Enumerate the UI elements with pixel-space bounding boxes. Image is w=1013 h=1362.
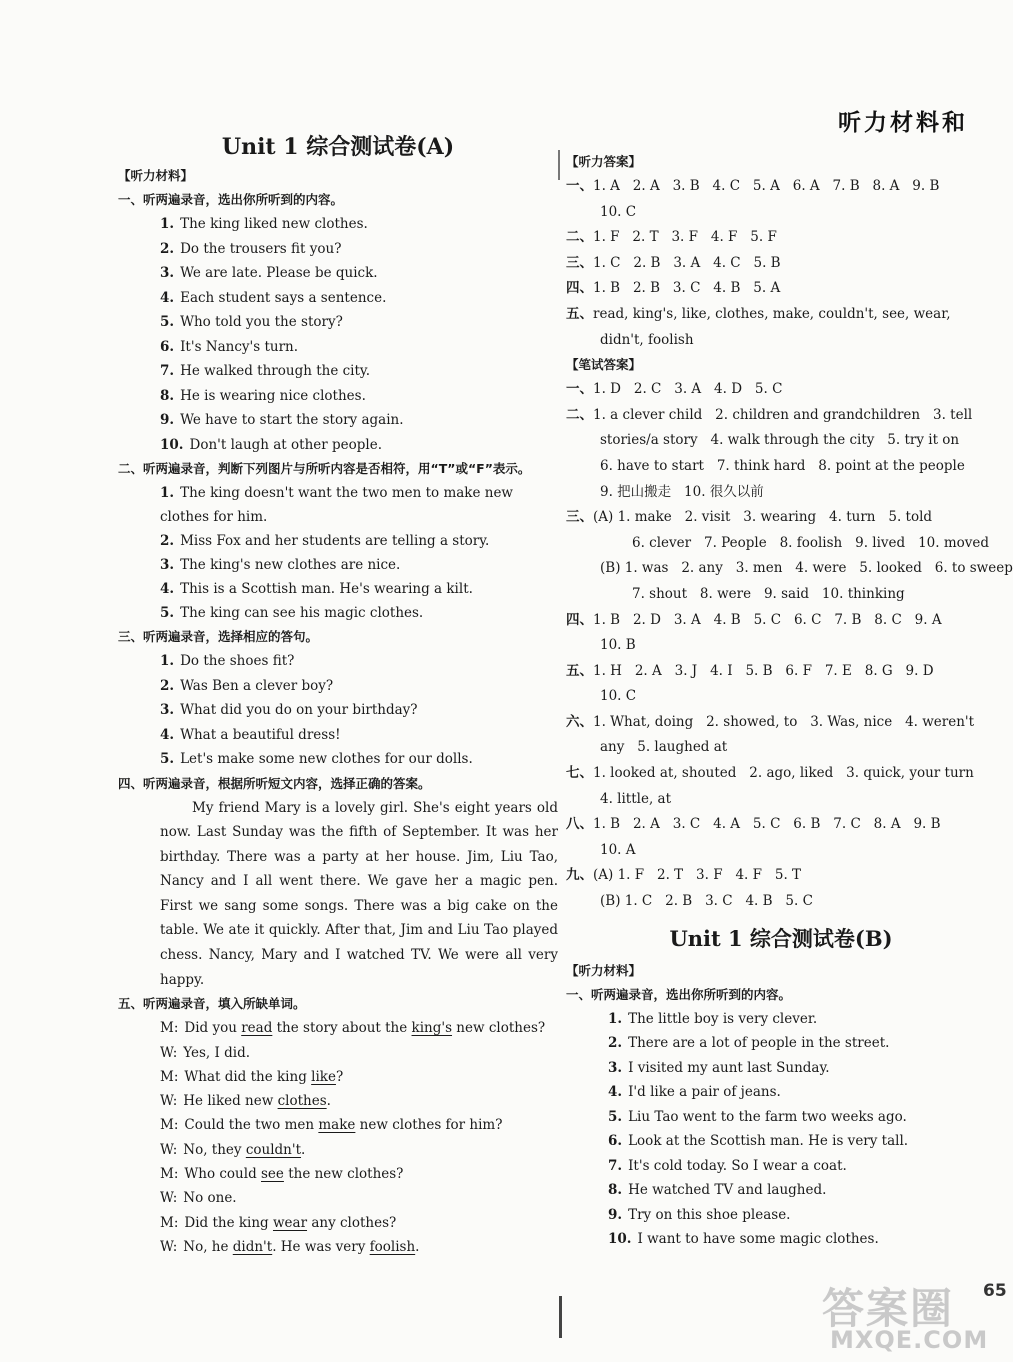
dialogue-text: . [326, 1093, 331, 1110]
answer-row [566, 505, 996, 531]
item-number: 5. [608, 1108, 623, 1125]
watermark-url: MXQE.COM [830, 1326, 989, 1354]
unit-a-q5-heading: 五、听两遍录音，填入所缺单词。 [118, 996, 306, 1012]
list-item [118, 481, 558, 529]
item-text: Was Ben a clever boy? [180, 677, 334, 694]
answer-row [566, 710, 996, 736]
answer-row [566, 582, 996, 608]
list-item [118, 723, 558, 748]
answer-text: (A) 1. F 2. T 3. F 4. F 5. T [593, 867, 802, 884]
list-item [566, 1154, 996, 1179]
item-number: 4. [160, 289, 175, 306]
list-item [118, 237, 558, 262]
answer-label: 七、 [566, 765, 593, 782]
answer-text: 1. D 2. C 3. A 4. D 5. C [593, 381, 783, 398]
item-text: The king can see his magic clothes. [180, 605, 424, 621]
list-item [566, 1007, 996, 1032]
item-text: He is wearing nice clothes. [180, 387, 366, 404]
answer-text: 10. C [600, 203, 637, 220]
column-divider-bottom [559, 1296, 562, 1338]
item-number: 7. [160, 363, 175, 379]
filled-blank: couldn't [245, 1141, 302, 1158]
item-text: Liu Tao went to the farm two weeks ago. [628, 1108, 907, 1125]
dialogue-text: What did the king [184, 1068, 312, 1085]
list-item [118, 433, 558, 458]
item-number: 3. [608, 1059, 623, 1076]
answer-text: 9. 把山搬走 10. 很久以前 [600, 483, 764, 500]
item-text: Try on this shoe please. [628, 1206, 791, 1223]
item-text: There are a lot of people in the street. [628, 1035, 890, 1052]
answer-text: any 5. laughed at [600, 739, 728, 756]
dialogue-line [118, 1211, 558, 1235]
listening-answers-tag: 【听力答案】 [566, 154, 642, 169]
answer-row [566, 761, 996, 787]
answer-row [566, 633, 996, 659]
speaker-label: M: [160, 1117, 179, 1134]
unit-a-q3-heading: 三、听两遍录音，选择相应的答句。 [118, 629, 319, 644]
list-item [118, 747, 558, 772]
unit-a-q3-list [118, 649, 558, 772]
answer-row [566, 200, 996, 226]
item-text: He walked through the city. [180, 363, 371, 379]
list-item [118, 577, 558, 601]
item-text: Who told you the story? [180, 314, 343, 330]
list-item [118, 601, 558, 625]
answer-row [566, 174, 996, 200]
item-text: We have to start the story again. [180, 412, 404, 428]
unit-a-q4-passage: My friend Mary is a lovely girl. She's eight years old now. Last Sunday was the fifth of September. It was her birthday. There was a party at her house. Jim, Liu Tao, Nancy and I all went there. We gave her a magic pen. First we sang some songs. There was a big cake on the table. We ate it quickly. After that, Jim and Liu Tao played chess. Nancy, Mary and I watched TV. We were all very happy. [160, 799, 558, 988]
item-number: 1. [608, 1010, 623, 1027]
dialogue-text: the new clothes? [283, 1166, 404, 1183]
dialogue-text: Yes, I did. [183, 1044, 251, 1061]
item-number: 4. [160, 581, 175, 597]
dialogue-text: No, they [183, 1141, 246, 1158]
answer-text: 1. B 2. B 3. C 4. B 5. A [593, 280, 781, 297]
item-number: 2. [160, 533, 175, 549]
dialogue-text: He liked new [183, 1093, 278, 1110]
answer-text: 6. have to start 7. think hard 8. point at the people [600, 457, 965, 474]
listening-answers [566, 174, 996, 353]
speaker-label: W: [160, 1044, 178, 1061]
item-number: 1. [160, 653, 175, 669]
answer-text: stories/a story 4. walk through the city 5. try it on [600, 432, 960, 449]
filled-blank: foolish [369, 1238, 416, 1255]
dialogue-line [118, 1186, 558, 1210]
item-text: I'd like a pair of jeans. [628, 1084, 781, 1101]
list-item [118, 335, 558, 360]
item-number: 2. [160, 240, 175, 257]
speaker-label: W: [160, 1093, 178, 1110]
dialogue-text: . He was very [272, 1238, 370, 1255]
item-text: Do the shoes fit? [180, 653, 295, 669]
list-item [566, 1105, 996, 1130]
list-item [118, 408, 558, 433]
answer-text: 6. clever 7. People 8. foolish 9. lived 10. moved [632, 534, 990, 551]
unit-a-q2-heading: 二、听两遍录音，判断下列图片与所听内容是否相符，用“T”或“F”表示。 [118, 461, 531, 476]
answer-text: (B) 1. was 2. any 3. men 4. were 5. looked 6. to sweep [600, 560, 1013, 577]
answer-text: 1. C 2. B 3. A 4. C 5. B [593, 254, 781, 271]
list-item [566, 1031, 996, 1056]
item-text: He watched TV and laughed. [628, 1182, 827, 1199]
unit-a-q4-heading: 四、听两遍录音，根据所听短文内容，选择正确的答案。 [118, 775, 431, 791]
watermark-logo: 答案圈 [822, 1284, 955, 1333]
dialogue-text: the story about the [272, 1020, 412, 1037]
answer-label: 八、 [566, 816, 593, 833]
item-text: This is a Scottish man. He's wearing a kilt. [180, 581, 473, 597]
list-item [118, 286, 558, 311]
answer-row [566, 556, 1013, 582]
dialogue-text: No one. [183, 1190, 237, 1207]
speaker-label: M: [160, 1020, 179, 1037]
item-text: Don't laugh at other people. [189, 436, 383, 453]
dialogue-text: . [415, 1238, 420, 1255]
list-item [566, 1203, 996, 1228]
answer-label: 四、 [566, 611, 593, 628]
item-text: It's Nancy's turn. [180, 338, 299, 355]
answer-label: 三、 [566, 509, 593, 526]
item-number: 10. [160, 436, 184, 453]
section-header-tab: 听力材料和 [838, 110, 968, 136]
column-divider-top [558, 150, 560, 180]
item-number: 3. [160, 265, 175, 281]
dialogue-line [118, 1016, 558, 1040]
dialogue-line [118, 1138, 558, 1162]
dialogue-line [118, 1162, 558, 1186]
dialogue-line [118, 1113, 558, 1137]
answer-row [566, 889, 996, 915]
written-answers-tag: 【笔试答案】 [566, 357, 642, 373]
answer-label: 一、 [566, 178, 593, 194]
item-number: 8. [160, 387, 175, 404]
item-number: 5. [160, 751, 175, 767]
item-text: The king liked new clothes. [180, 216, 368, 232]
item-number: 10. [608, 1231, 632, 1248]
unit-b-material-tag: 【听力材料】 [566, 962, 642, 978]
item-number: 5. [160, 314, 175, 330]
answer-text: 1. What, doing 2. showed, to 3. Was, nice 4. weren't [593, 713, 975, 730]
dialogue-line [118, 1235, 558, 1259]
dialogue-line [118, 1065, 558, 1089]
item-number: 1. [160, 485, 175, 501]
unit-a-q5-dialogue [118, 1016, 558, 1259]
dialogue-text: ? [335, 1068, 344, 1085]
answer-row [566, 454, 996, 480]
answer-label: 二、 [566, 406, 593, 423]
list-item [118, 359, 558, 384]
speaker-label: W: [160, 1141, 178, 1158]
answer-text: (B) 1. C 2. B 3. C 4. B 5. C [600, 893, 813, 910]
answer-text: 1. B 2. A 3. C 4. A 5. C 6. B 7. C 8. A 9. B [593, 816, 941, 833]
answer-text: 1. F 2. T 3. F 4. F 5. F [593, 229, 777, 246]
answer-text: (A) 1. make 2. visit 3. wearing 4. turn 5. told [593, 509, 933, 526]
item-number: 7. [608, 1157, 623, 1174]
dialogue-text: any clothes? [307, 1214, 397, 1231]
answer-text: 1. a clever child 2. children and grandchildren 3. tell [593, 406, 973, 423]
answer-row [566, 608, 996, 634]
answer-row [566, 377, 996, 403]
list-item [118, 674, 558, 699]
item-text: What did you do on your birthday? [180, 702, 418, 718]
list-item [566, 1227, 996, 1252]
answer-row [566, 328, 996, 354]
unit-a-q1-list [118, 212, 558, 457]
answer-row [566, 659, 996, 685]
item-text: It's cold today. So I wear a coat. [628, 1157, 847, 1174]
answer-row [566, 428, 996, 454]
answer-text: read, king's, like, clothes, make, couldn't, see, wear, [593, 305, 951, 322]
item-number: 8. [608, 1182, 623, 1199]
unit-b-q1-list [566, 1007, 996, 1252]
list-item [118, 212, 558, 237]
answer-text: 1. H 2. A 3. J 4. I 5. B 6. F 7. E 8. G 9. D [593, 662, 934, 679]
item-text: Each student says a sentence. [180, 289, 387, 306]
answer-row [566, 863, 996, 889]
answer-row [566, 225, 996, 251]
dialogue-text: No, he [183, 1238, 233, 1255]
item-number: 2. [608, 1035, 623, 1052]
answer-row [566, 302, 996, 328]
answer-text: 10. C [600, 688, 637, 705]
item-text: What a beautiful dress! [180, 726, 341, 743]
dialogue-text: new clothes for him? [355, 1117, 503, 1134]
answer-row [566, 480, 996, 506]
unit-b-title: Unit 1 综合测试卷(B) [669, 925, 893, 951]
answer-label: 一、 [566, 381, 593, 398]
written-answers [566, 377, 1013, 914]
list-item [118, 384, 558, 409]
answer-row [566, 735, 996, 761]
dialogue-text: . [301, 1141, 306, 1158]
item-number: 9. [608, 1206, 623, 1223]
item-number: 3. [160, 557, 175, 573]
filled-blank: wear [272, 1214, 308, 1231]
filled-blank: like [311, 1068, 336, 1085]
item-number: 1. [160, 216, 175, 232]
list-item [566, 1080, 996, 1105]
item-text: The little boy is very clever. [628, 1010, 818, 1027]
dialogue-text: new clothes? [452, 1020, 546, 1037]
item-text: Let's make some new clothes for our dolls. [180, 751, 473, 767]
dialogue-text: Could the two men [184, 1117, 319, 1134]
speaker-label: M: [160, 1214, 179, 1231]
answer-text: 4. little, at [600, 790, 672, 807]
item-text: The king's new clothes are nice. [180, 557, 401, 573]
item-number: 9. [160, 412, 175, 428]
speaker-label: M: [160, 1068, 179, 1085]
unit-b-q1-heading: 一、听两遍录音，选出你所听到的内容。 [566, 986, 792, 1002]
list-item [566, 1178, 996, 1203]
answer-text: 1. looked at, shouted 2. ago, liked 3. quick, your turn [593, 765, 974, 782]
speaker-label: W: [160, 1190, 178, 1207]
item-number: 6. [608, 1133, 623, 1150]
item-number: 6. [160, 338, 175, 355]
unit-a-q1-heading: 一、听两遍录音，选出你所听到的内容。 [118, 192, 344, 207]
answer-row [566, 276, 996, 302]
filled-blank: make [318, 1117, 356, 1134]
dialogue-line [118, 1041, 558, 1065]
list-item [118, 649, 558, 674]
dialogue-text: Who could [184, 1166, 261, 1183]
answer-row [566, 251, 996, 277]
filled-blank: clothes [277, 1093, 327, 1110]
answer-label: 三、 [566, 254, 593, 271]
unit-a-material-tag: 【听力材料】 [118, 168, 194, 183]
answer-label: 四、 [566, 280, 593, 297]
answer-label: 五、 [566, 662, 593, 679]
item-text: Look at the Scottish man. He is very tall. [628, 1133, 909, 1150]
answer-text: 7. shout 8. were 9. said 10. thinking [632, 585, 905, 602]
answer-row [566, 812, 996, 838]
answer-text: 10. A [600, 841, 636, 858]
filled-blank: read [241, 1020, 273, 1037]
dialogue-line [118, 1089, 558, 1113]
unit-a-title: Unit 1 综合测试卷(A) [221, 134, 455, 160]
unit-a-q2-list [118, 481, 558, 625]
answer-text: didn't, foolish [600, 331, 694, 348]
answer-text: 10. B [600, 637, 636, 654]
page-number: 65 [983, 1281, 1007, 1301]
answer-row [566, 787, 996, 813]
list-item [118, 698, 558, 723]
item-text: Miss Fox and her students are telling a story. [180, 533, 490, 549]
answer-label: 二、 [566, 229, 593, 246]
list-item [118, 553, 558, 577]
list-item [566, 1056, 996, 1081]
item-text: I visited my aunt last Sunday. [628, 1059, 830, 1076]
answer-text: 1. B 2. D 3. A 4. B 5. C 6. C 7. B 8. C 9. A [593, 611, 942, 628]
item-text: The king doesn't want the two men to make new clothes for him. [160, 485, 513, 525]
filled-blank: didn't [232, 1238, 273, 1255]
item-number: 3. [160, 702, 175, 718]
list-item [118, 529, 558, 553]
answer-label: 五、 [566, 305, 593, 322]
item-text: I want to have some magic clothes. [637, 1231, 879, 1248]
answer-row [566, 531, 996, 557]
answer-label: 六、 [566, 713, 593, 730]
item-number: 2. [160, 677, 175, 694]
speaker-label: M: [160, 1166, 179, 1183]
dialogue-text: Did the king [184, 1214, 273, 1231]
list-item [566, 1129, 996, 1154]
item-number: 5. [160, 605, 175, 621]
right-column [566, 150, 1013, 1252]
item-number: 4. [608, 1084, 623, 1101]
filled-blank: king's [411, 1020, 453, 1037]
item-text: We are late. Please be quick. [180, 265, 378, 281]
item-number: 4. [160, 726, 175, 743]
dialogue-text: Did you [184, 1020, 242, 1037]
answer-row [566, 838, 996, 864]
answer-text: 1. A 2. A 3. B 4. C 5. A 6. A 7. B 8. A 9. B [593, 178, 940, 194]
speaker-label: W: [160, 1238, 178, 1255]
answer-row [566, 403, 996, 429]
answer-label: 九、 [566, 867, 593, 884]
filled-blank: see [261, 1166, 284, 1183]
left-column [118, 130, 558, 1259]
answer-row [566, 684, 996, 710]
list-item [118, 261, 558, 286]
list-item [118, 310, 558, 335]
item-text: Do the trousers fit you? [180, 240, 342, 257]
